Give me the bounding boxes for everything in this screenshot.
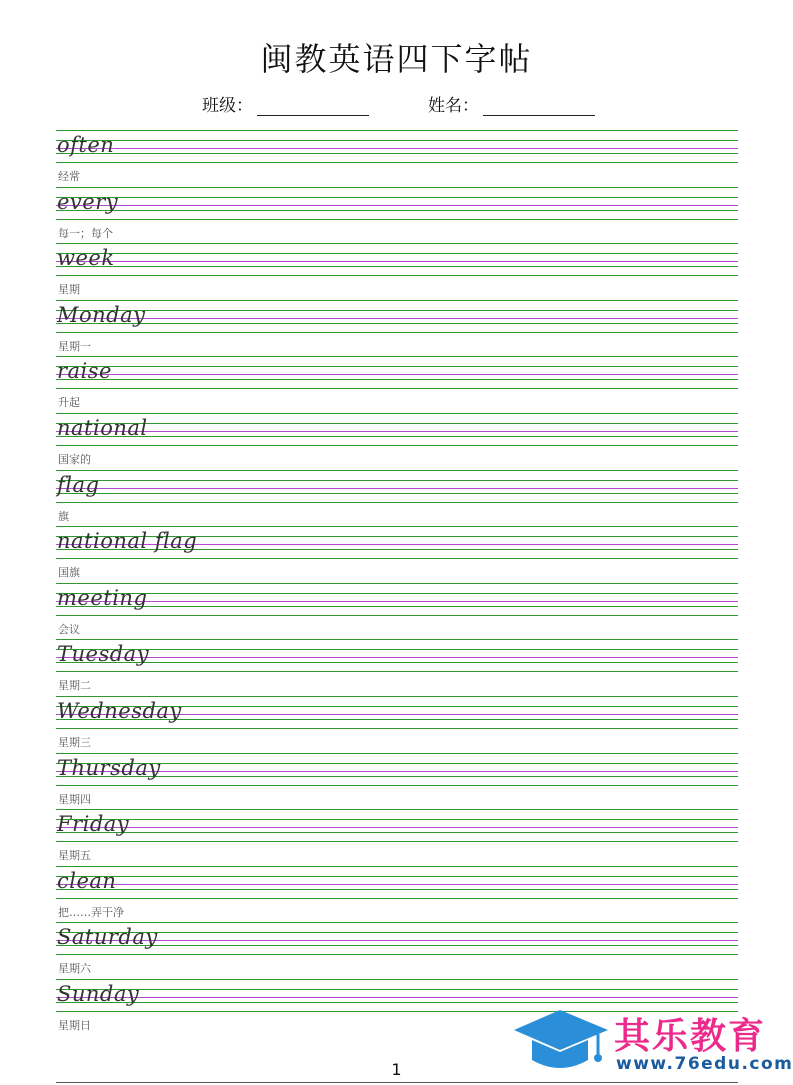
logo-name: 其乐教育: [614, 1016, 767, 1057]
guide-line: [56, 1002, 738, 1003]
guide-line: [56, 809, 738, 810]
guide-line: [56, 649, 738, 650]
guide-line: [56, 488, 738, 489]
english-word: often: [57, 133, 115, 157]
chinese-meaning: 星期四: [58, 792, 91, 806]
guide-line: [56, 832, 738, 833]
guide-line: [56, 558, 738, 559]
chinese-meaning: 每一；每个: [58, 226, 113, 240]
english-word: raise: [57, 359, 112, 384]
copybook-entry: [56, 243, 738, 300]
guide-line: [56, 997, 738, 998]
english-word: national flag: [57, 529, 198, 554]
guide-line: [56, 502, 738, 503]
guide-line: [56, 436, 738, 437]
guide-line: [56, 615, 738, 616]
guide-line: [56, 945, 738, 946]
page-title: 闽教英语四下字帖: [260, 40, 533, 78]
copybook-entry: [56, 413, 738, 470]
guide-line: [56, 876, 738, 877]
copybook-entry: [56, 866, 738, 923]
guide-line: [56, 153, 738, 154]
english-word: meeting: [57, 585, 148, 610]
footer-rule: [56, 1082, 738, 1083]
guide-line: [56, 827, 738, 828]
guide-line: [56, 940, 738, 941]
chinese-meaning: 星期三: [58, 736, 91, 749]
guide-line: [56, 210, 738, 211]
guide-line: [56, 445, 738, 446]
english-word: Monday: [57, 302, 146, 327]
guide-line: [56, 266, 738, 267]
guide-line: [56, 493, 738, 494]
guide-line: [56, 753, 738, 754]
chinese-meaning: 星期五: [58, 849, 91, 863]
guide-line: [56, 819, 738, 820]
english-word: national: [57, 416, 148, 440]
chinese-meaning: 升起: [58, 396, 80, 410]
english-word: Friday: [57, 812, 130, 837]
copybook-entry: [56, 130, 738, 187]
chinese-meaning: 旗: [58, 509, 69, 523]
guide-line: [56, 310, 738, 311]
chinese-meaning: 星期二: [58, 679, 91, 693]
name-label: 姓名：: [428, 96, 479, 116]
copybook-entry: [56, 470, 738, 527]
guide-line: [56, 162, 738, 163]
guide-line: [56, 261, 738, 262]
class-label: 班级：: [202, 96, 253, 116]
guide-line: [56, 898, 738, 899]
guide-line: [56, 979, 738, 980]
guide-line: [56, 356, 738, 357]
guide-line: [56, 696, 738, 697]
english-word: Sunday: [57, 982, 140, 1006]
guide-line: [56, 388, 738, 389]
guide-line: [56, 480, 738, 481]
guide-line: [56, 187, 738, 188]
copybook-entry: [56, 187, 738, 244]
guide-line: [56, 275, 738, 276]
guide-line: [56, 989, 738, 990]
guide-line: [56, 884, 738, 885]
copybook-entry: [56, 583, 738, 640]
copybook-entry: [56, 639, 738, 696]
chinese-meaning: 星期六: [58, 962, 91, 976]
copybook-entry: [56, 356, 738, 413]
guide-line: [56, 866, 738, 867]
english-word: Tuesday: [57, 642, 150, 667]
copybook-entry: [56, 526, 738, 583]
chinese-meaning: 星期: [58, 283, 80, 297]
chinese-meaning: 国旗: [58, 566, 80, 580]
guide-line: [56, 318, 738, 319]
guide-line: [56, 374, 738, 375]
english-word: clean: [57, 868, 117, 893]
guide-line: [56, 671, 738, 672]
guide-line: [56, 922, 738, 923]
copybook-entry: [56, 696, 738, 753]
english-word: Saturday: [57, 925, 158, 950]
page-number: 1: [391, 1060, 402, 1079]
guide-line: [56, 253, 738, 254]
guide-line: [56, 148, 738, 149]
guide-line: [56, 841, 738, 842]
publisher-logo: [512, 1006, 793, 1076]
guide-line: [56, 470, 738, 471]
copybook-entry: [56, 753, 738, 810]
guide-line: [56, 662, 738, 663]
logo-url: www.76edu.com: [616, 1054, 793, 1074]
guide-line: [56, 243, 738, 244]
chinese-meaning: 把……弄干净: [58, 905, 124, 919]
guide-line: [56, 140, 738, 141]
guide-line: [56, 932, 738, 933]
guide-line: [56, 583, 738, 584]
copybook-entry: [56, 809, 738, 866]
guide-line: [56, 130, 738, 131]
guide-line: [56, 526, 738, 527]
guide-line: [56, 728, 738, 729]
guide-line: [56, 205, 738, 206]
copybook-entry: [56, 300, 738, 357]
guide-line: [56, 593, 738, 594]
chinese-meaning: 星期一: [58, 339, 91, 353]
copybook-entry: [56, 922, 738, 979]
guide-line: [56, 601, 738, 602]
english-word: Thursday: [57, 755, 161, 780]
guide-line: [56, 423, 738, 424]
guide-line: [56, 379, 738, 380]
guide-line: [56, 332, 738, 333]
guide-line: [56, 366, 738, 367]
english-word: week: [57, 246, 115, 271]
chinese-meaning: 会议: [58, 622, 80, 636]
english-word: every: [57, 189, 119, 214]
chinese-meaning: 星期日: [58, 1019, 91, 1032]
guide-line: [56, 657, 738, 658]
guide-line: [56, 639, 738, 640]
guide-line: [56, 606, 738, 607]
english-word: flag: [57, 472, 100, 497]
guide-line: [56, 323, 738, 324]
chinese-meaning: 国家的: [58, 453, 91, 466]
guide-line: [56, 954, 738, 955]
chinese-meaning: 经常: [58, 170, 80, 183]
guide-line: [56, 889, 738, 890]
guide-line: [56, 300, 738, 301]
guide-line: [56, 413, 738, 414]
guide-line: [56, 785, 738, 786]
guide-line: [56, 219, 738, 220]
english-word: Wednesday: [57, 699, 182, 723]
guide-line: [56, 431, 738, 432]
guide-line: [56, 197, 738, 198]
graduation-cap-icon: [512, 1006, 612, 1076]
